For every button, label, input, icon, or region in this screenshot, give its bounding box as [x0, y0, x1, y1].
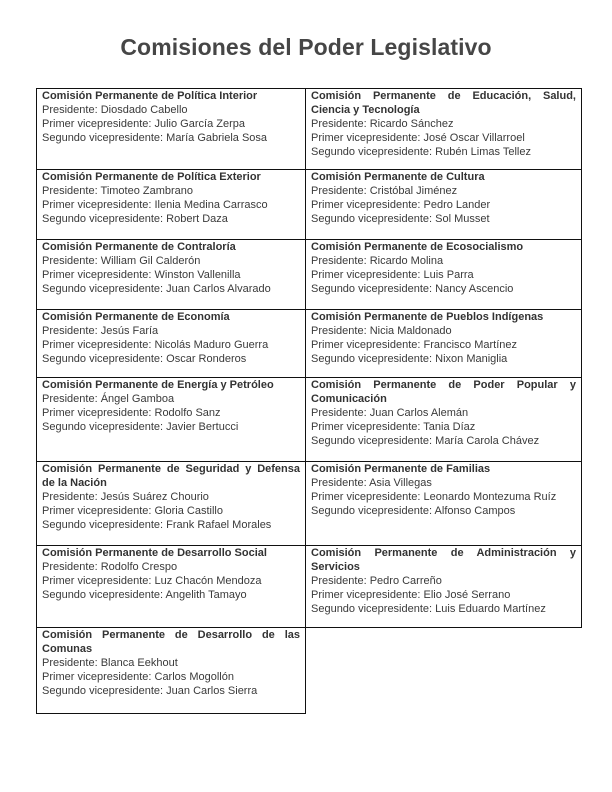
second-vp-line-label: Segundo vicepresidente:	[311, 352, 436, 365]
president-line-label: Presidente:	[311, 476, 370, 489]
president-line-value: Rodolfo Crespo	[100, 560, 178, 573]
first-vp-line	[311, 421, 576, 435]
president-line-value: Asia Villegas	[369, 476, 432, 489]
first-vp-line-label: Primer vicepresidente:	[42, 670, 155, 683]
second-vp-line-label: Segundo vicepresidente:	[42, 588, 166, 601]
commission-cell	[305, 545, 582, 628]
second-vp-line	[311, 353, 576, 367]
first-vp-line	[42, 269, 300, 283]
president-line-label: Presidente:	[311, 324, 370, 337]
first-vp-line	[42, 407, 300, 421]
commission-name: Comisión Permanente de Ecosocialismo	[311, 241, 524, 253]
first-vp-line-label: Primer vicepresidente:	[311, 588, 424, 601]
first-vp-line-label: Primer vicepresidente:	[42, 574, 155, 587]
table-row	[36, 378, 583, 462]
commission-name: Comisión Permanente de Desarrollo Social	[42, 547, 267, 559]
president-line-label: Presidente:	[311, 117, 370, 130]
second-vp-line	[311, 435, 576, 449]
first-vp-line-value: Gloria Castillo	[154, 504, 223, 517]
first-vp-line-value: Carlos Mogollón	[154, 670, 234, 683]
first-vp-line-value: Leonardo Montezuma Ruíz	[423, 490, 557, 503]
second-vp-line	[42, 589, 300, 603]
commission-cell	[36, 88, 306, 170]
president-line	[42, 185, 300, 199]
second-vp-line-label: Segundo vicepresidente:	[311, 212, 436, 225]
first-vp-line-label: Primer vicepresidente:	[311, 490, 424, 503]
president-line	[42, 104, 300, 118]
first-vp-line	[42, 199, 300, 213]
commission-name: Comisión Permanente de Poder Popular y Comunicación	[311, 379, 576, 405]
second-vp-line	[311, 603, 576, 617]
commission-cell	[305, 377, 582, 462]
commission-name: Comisión Permanente de Economía	[42, 311, 230, 323]
first-vp-line-label: Primer vicepresidente:	[42, 406, 155, 419]
first-vp-line-value: Pedro Lander	[423, 198, 491, 211]
first-vp-line-label: Primer vicepresidente:	[42, 338, 155, 351]
first-vp-line-value: Nicolás Maduro Guerra	[154, 338, 269, 351]
second-vp-line-label: Segundo vicepresidente:	[42, 131, 167, 144]
president-line-label: Presidente:	[42, 392, 101, 405]
president-line-label: Presidente:	[311, 574, 370, 587]
first-vp-line-label: Primer vicepresidente:	[311, 131, 424, 144]
table-row	[36, 88, 583, 170]
second-vp-line-value: Juan Carlos Sierra	[166, 684, 258, 697]
second-vp-line-label: Segundo vicepresidente:	[42, 282, 167, 295]
commission-name: Comisión Permanente de Seguridad y Defensa de la Nación	[42, 463, 300, 489]
commission-name: Comisión Permanente de Política Interior	[42, 90, 258, 102]
commission-name: Comisión Permanente de Cultura	[311, 171, 485, 183]
first-vp-line-value: Luz Chacón Mendoza	[154, 574, 262, 587]
president-line-value: Nicia Maldonado	[369, 324, 452, 337]
second-vp-line-label: Segundo vicepresidente:	[311, 145, 436, 158]
president-line-value: Ricardo Sánchez	[369, 117, 454, 130]
president-line-label: Presidente:	[42, 103, 101, 116]
first-vp-line	[311, 132, 576, 146]
second-vp-line-value: Rubén Limas Tellez	[435, 145, 531, 158]
second-vp-line-value: Sol Musset	[435, 212, 490, 225]
commission-name: Comisión Permanente de Energía y Petróleo	[42, 379, 274, 391]
president-line-value: Cristóbal Jiménez	[369, 184, 458, 197]
first-vp-line-value: Ilenia Medina Carrasco	[154, 198, 268, 211]
first-vp-line-value: Rodolfo Sanz	[154, 406, 221, 419]
second-vp-line-value: María Gabriela Sosa	[166, 131, 268, 144]
commission-name: Comisión Permanente de Política Exterior	[42, 171, 261, 183]
second-vp-line	[311, 283, 576, 297]
second-vp-line-label: Segundo vicepresidente:	[42, 420, 167, 433]
president-line	[311, 185, 576, 199]
first-vp-line-label: Primer vicepresidente:	[311, 198, 424, 211]
commission-cell	[305, 461, 582, 546]
president-line-value: Ricardo Molina	[369, 254, 444, 267]
president-line-value: Ángel Gamboa	[100, 392, 175, 405]
table-row	[36, 310, 583, 378]
commission-name: Comisión Permanente de Contraloría	[42, 241, 236, 253]
second-vp-line-label: Segundo vicepresidente:	[311, 434, 436, 447]
first-vp-line-value: Elio José Serrano	[423, 588, 511, 601]
first-vp-line	[311, 269, 576, 283]
table-row	[36, 240, 583, 310]
president-line-value: Blanca Eekhout	[100, 656, 178, 669]
second-vp-line-label: Segundo vicepresidente:	[311, 504, 435, 517]
second-vp-line-label: Segundo vicepresidente:	[311, 602, 436, 615]
first-vp-line-label: Primer vicepresidente:	[311, 338, 424, 351]
president-line-label: Presidente:	[42, 656, 101, 669]
president-line	[311, 255, 576, 269]
first-vp-line	[42, 575, 300, 589]
table-row	[36, 170, 583, 240]
commission-cell	[36, 309, 306, 378]
president-line-value: Pedro Carreño	[369, 574, 442, 587]
second-vp-line-value: Oscar Ronderos	[166, 352, 247, 365]
second-vp-line-label: Segundo vicepresidente:	[42, 518, 167, 531]
president-line-label: Presidente:	[42, 490, 101, 503]
second-vp-line	[42, 421, 300, 435]
president-line-value: Juan Carlos Alemán	[369, 406, 469, 419]
president-line	[42, 561, 300, 575]
first-vp-line-value: Julio García Zerpa	[154, 117, 245, 130]
commission-cell	[36, 545, 306, 628]
table-row	[36, 628, 583, 714]
second-vp-line-value: María Carola Chávez	[435, 434, 540, 447]
commission-cell	[305, 239, 582, 310]
first-vp-line-value: Francisco Martínez	[423, 338, 518, 351]
second-vp-line-value: Luis Eduardo Martínez	[435, 602, 546, 615]
second-vp-line-value: Alfonso Campos	[434, 504, 516, 517]
president-line	[42, 491, 300, 505]
first-vp-line-value: Tania Díaz	[423, 420, 476, 433]
president-line	[311, 477, 576, 491]
commission-cell	[36, 377, 306, 462]
president-line	[311, 118, 576, 132]
second-vp-line	[42, 132, 300, 146]
first-vp-line	[311, 491, 576, 505]
second-vp-line-label: Segundo vicepresidente:	[42, 352, 167, 365]
president-line-label: Presidente:	[311, 254, 370, 267]
commission-cell	[305, 309, 582, 378]
second-vp-line-label: Segundo vicepresidente:	[42, 212, 167, 225]
president-line-label: Presidente:	[42, 560, 101, 573]
commission-cell	[36, 627, 306, 714]
second-vp-line	[42, 213, 300, 227]
first-vp-line-value: Winston Vallenilla	[154, 268, 241, 281]
second-vp-line-label: Segundo vicepresidente:	[311, 282, 436, 295]
first-vp-line	[311, 589, 576, 603]
second-vp-line	[311, 213, 576, 227]
first-vp-line-label: Primer vicepresidente:	[42, 504, 155, 517]
commission-cell	[36, 169, 306, 240]
first-vp-line-label: Primer vicepresidente:	[42, 117, 155, 130]
president-line-value: Timoteo Zambrano	[100, 184, 194, 197]
page-title: Comisiones del Poder Legislativo	[120, 34, 492, 60]
second-vp-line	[311, 146, 576, 160]
commission-name: Comisión Permanente de Administración y Servicios	[311, 547, 576, 573]
first-vp-line-value: José Oscar Villarroel	[423, 131, 525, 144]
president-line	[42, 325, 300, 339]
second-vp-line	[42, 283, 300, 297]
table-row	[36, 462, 583, 546]
president-line	[42, 393, 300, 407]
second-vp-line	[42, 685, 300, 699]
first-vp-line-value: Luis Parra	[423, 268, 474, 281]
second-vp-line-label: Segundo vicepresidente:	[42, 684, 167, 697]
president-line-label: Presidente:	[311, 406, 370, 419]
president-line-value: Jesús Faría	[100, 324, 159, 337]
first-vp-line	[42, 505, 300, 519]
first-vp-line	[311, 199, 576, 213]
president-line	[311, 325, 576, 339]
second-vp-line-value: Frank Rafael Morales	[166, 518, 272, 531]
table-row	[36, 546, 583, 628]
commission-name: Comisión Permanente de Familias	[311, 463, 491, 475]
president-line-value: Jesús Suárez Chourio	[100, 490, 209, 503]
first-vp-line-label: Primer vicepresidente:	[311, 268, 424, 281]
first-vp-line-label: Primer vicepresidente:	[311, 420, 424, 433]
first-vp-line	[42, 339, 300, 353]
second-vp-line-value: Nixon Maniglia	[435, 352, 508, 365]
second-vp-line-value: Javier Bertucci	[166, 420, 239, 433]
president-line	[311, 575, 576, 589]
president-line	[42, 255, 300, 269]
second-vp-line	[42, 353, 300, 367]
commission-name: Comisión Permanente de Pueblos Indígenas	[311, 311, 544, 323]
commission-cell	[305, 169, 582, 240]
second-vp-line	[311, 505, 576, 519]
commissions-table	[36, 88, 583, 714]
commission-cell	[36, 239, 306, 310]
president-line-label: Presidente:	[42, 254, 101, 267]
first-vp-line	[42, 671, 300, 685]
second-vp-line-value: Angelith Tamayo	[165, 588, 247, 601]
commission-name: Comisión Permanente de Educación, Salud, Ciencia y Tecnología	[311, 90, 576, 116]
president-line	[311, 407, 576, 421]
president-line	[42, 657, 300, 671]
commission-name: Comisión Permanente de Desarrollo de las Comunas	[42, 629, 300, 655]
president-line-label: Presidente:	[42, 184, 101, 197]
first-vp-line	[42, 118, 300, 132]
second-vp-line-value: Juan Carlos Alvarado	[166, 282, 271, 295]
commission-cell	[36, 461, 306, 546]
president-line-value: Diosdado Cabello	[100, 103, 188, 116]
first-vp-line	[311, 339, 576, 353]
second-vp-line-value: Robert Daza	[166, 212, 228, 225]
first-vp-line-label: Primer vicepresidente:	[42, 198, 155, 211]
president-line-value: William Gil Calderón	[100, 254, 201, 267]
second-vp-line-value: Nancy Ascencio	[435, 282, 514, 295]
president-line-label: Presidente:	[42, 324, 101, 337]
second-vp-line	[42, 519, 300, 533]
first-vp-line-label: Primer vicepresidente:	[42, 268, 155, 281]
commission-cell	[305, 88, 582, 170]
president-line-label: Presidente:	[311, 184, 370, 197]
